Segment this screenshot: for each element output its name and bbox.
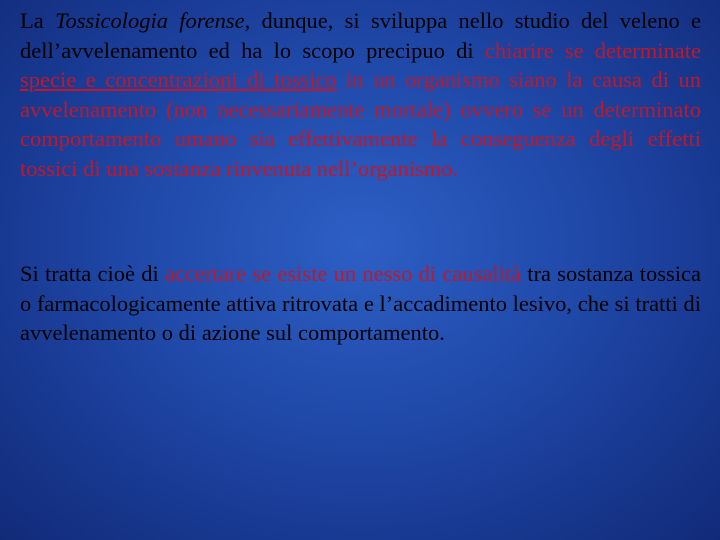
term-tossicologia-forense: Tossicologia forense	[55, 8, 245, 33]
paragraph-causality	[20, 259, 701, 348]
text-segment: , dunque, si sviluppa nello studio del veleno e dell’avvelenamento ed ha lo scopo precipuo di	[20, 8, 702, 63]
paragraph-definition	[20, 6, 701, 183]
text-segment: La	[20, 8, 56, 33]
highlight-text: in un organismo siano la causa di un avvelenamento (non necessariamente mortale) ovvero se un determinato comportamento umano sia effettivamente la conseguenza degli effetti tossici di una sostanza rinvenuta nell’organismo.	[20, 67, 702, 181]
underlined-highlight-text: specie e concentrazioni di tossico	[20, 67, 337, 92]
highlight-text: accertare se esiste un nesso di causalità	[164, 261, 522, 286]
highlight-text: chiarire se determinate	[484, 37, 701, 63]
slide-content	[20, 6, 701, 348]
text-segment: tra sostanza tossica o farmacologicamente attiva ritrovata e l’accadimento lesivo, che si tratti di avvelenamento o di azione sul comportamento.	[20, 261, 702, 345]
text-segment: Si tratta cioè di	[20, 261, 165, 286]
